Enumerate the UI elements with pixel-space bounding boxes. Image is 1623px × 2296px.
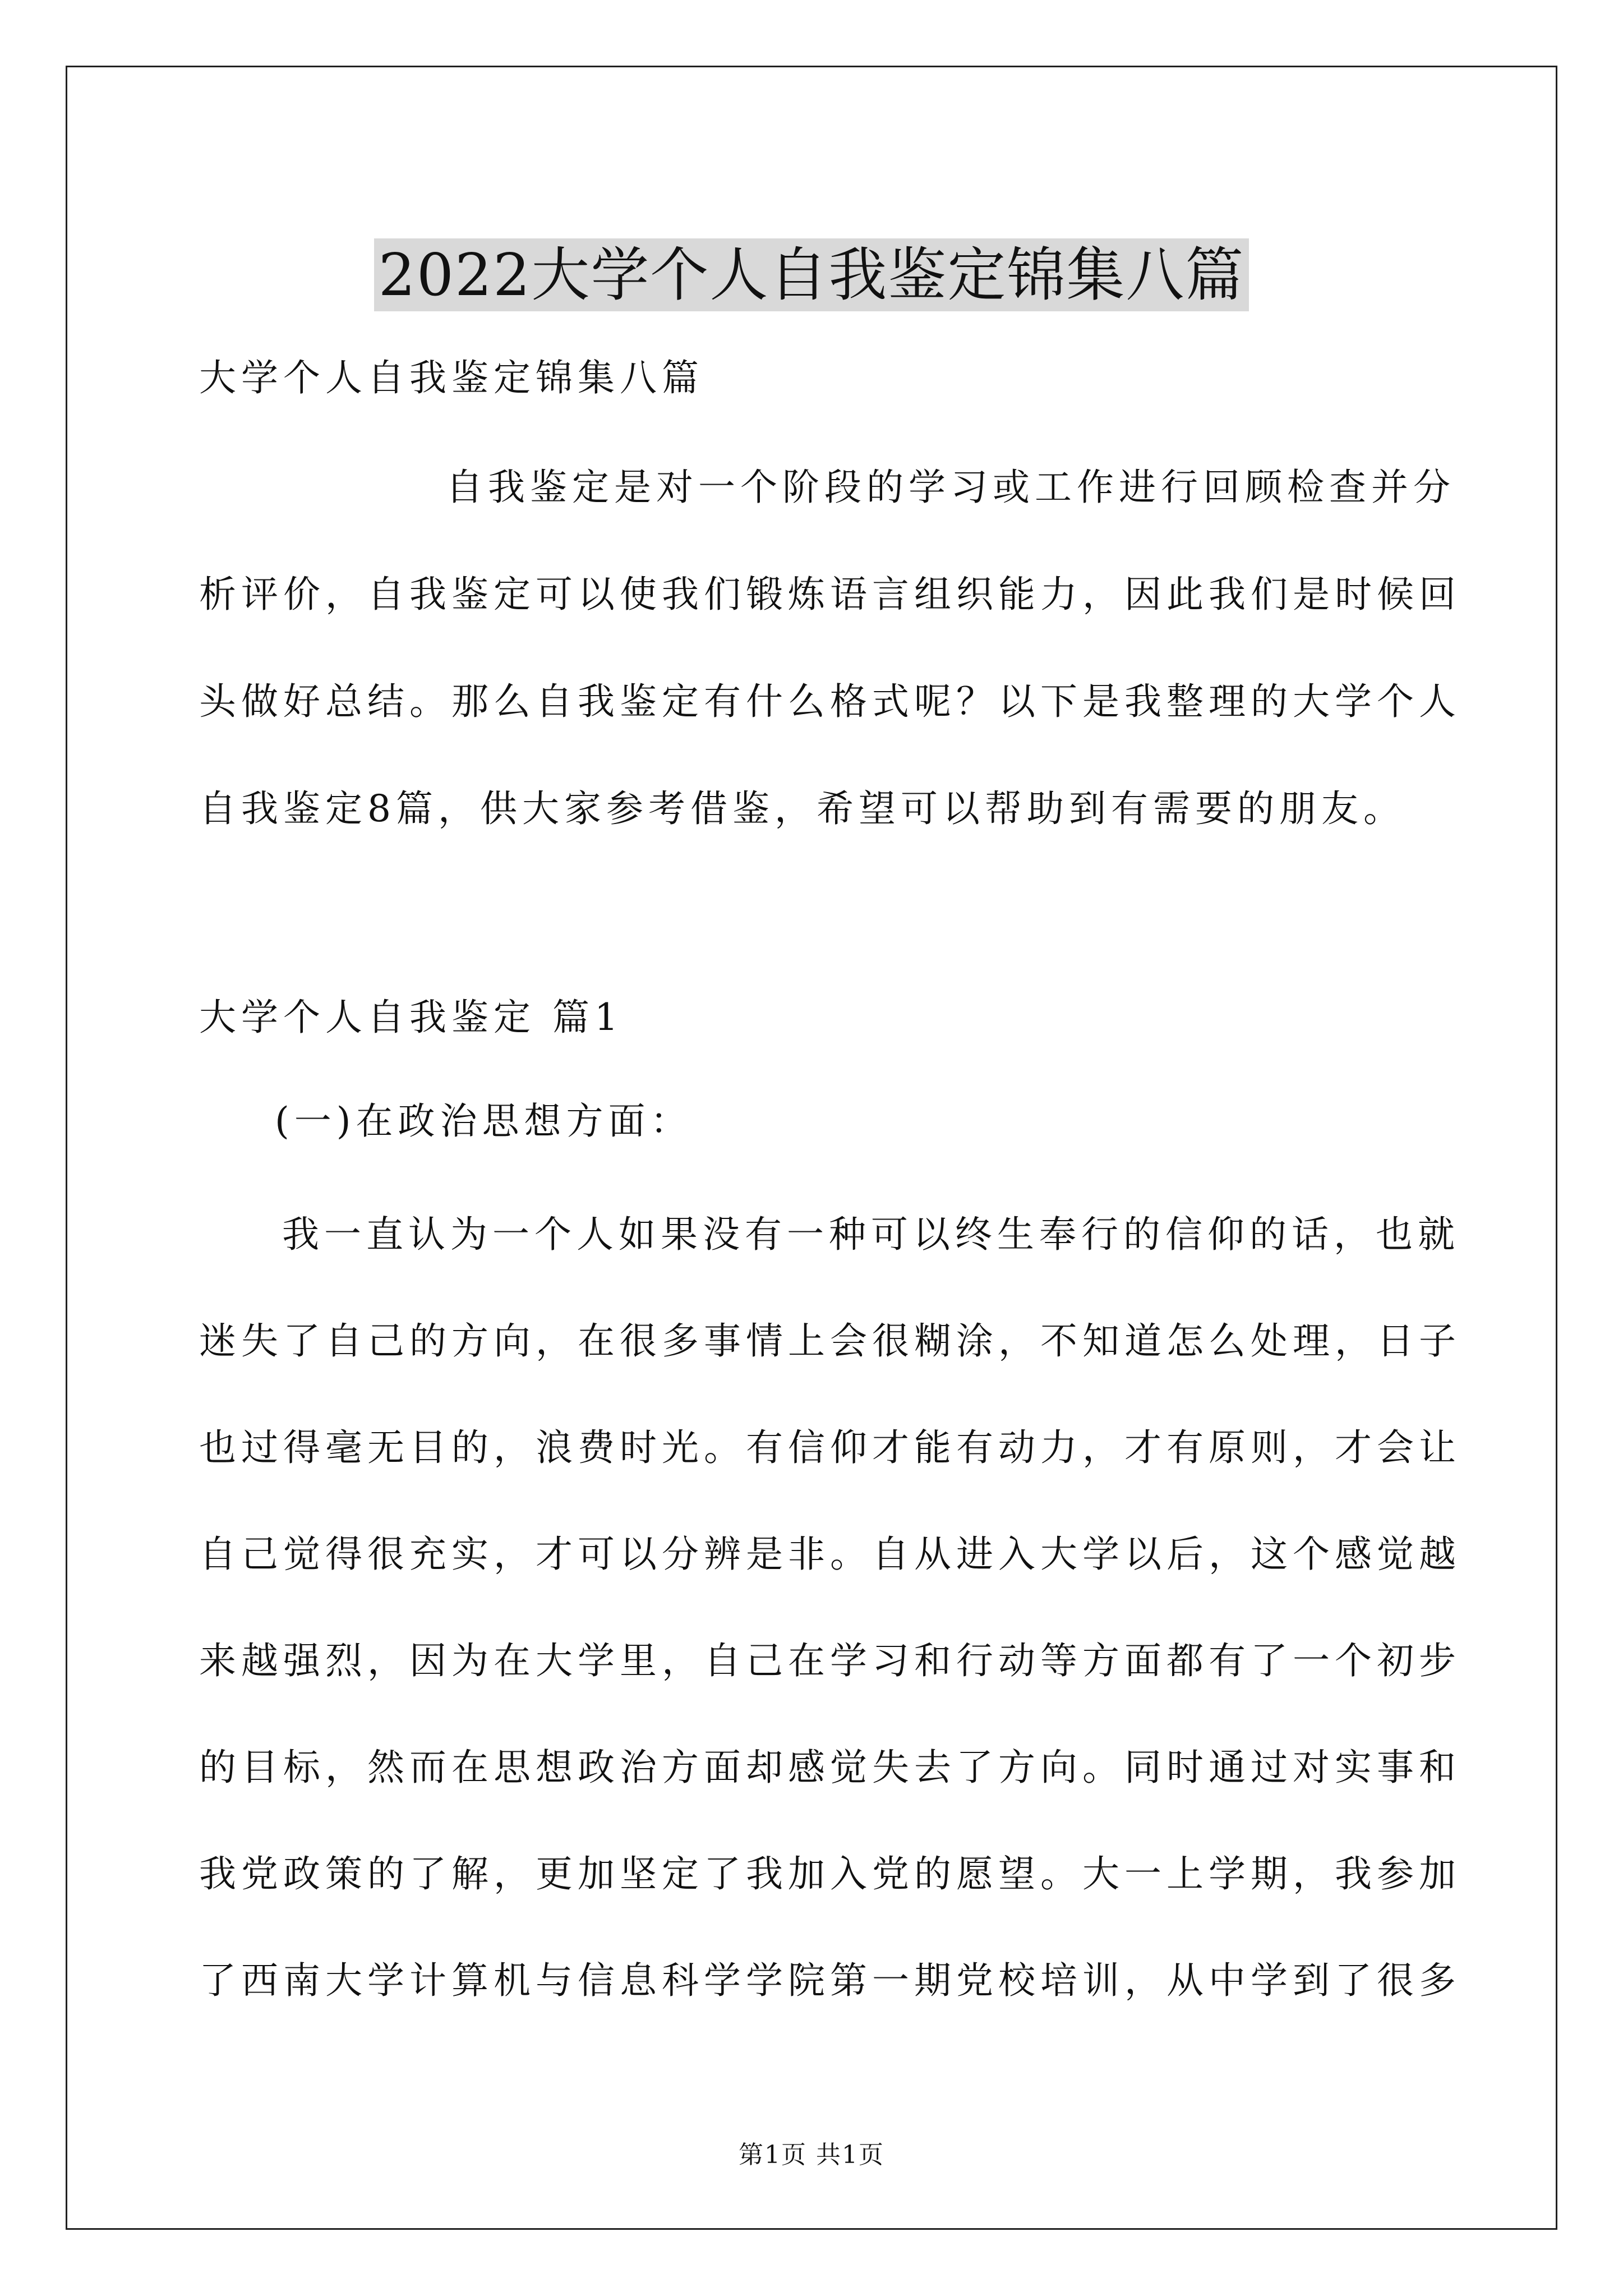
intro-line-1: 自我鉴定是对一个阶段的学习或工作进行回顾检查并分 — [446, 466, 1455, 509]
body-line-7: 我党政策的了解，更加坚定了我加入党的愿望。大一上学期，我参加 — [199, 1852, 1461, 1895]
body-line-2: 迷失了自己的方向，在很多事情上会很糊涂，不知道怎么处理，日子 — [199, 1319, 1461, 1363]
section-heading: 大学个人自我鉴定 篇1 — [199, 996, 623, 1039]
body-line-6: 的目标，然而在思想政治方面却感觉失去了方向。同时通过对实事和 — [199, 1746, 1461, 1789]
body-line-3: 也过得毫无目的，浪费时光。有信仰才能有动力，才有原则，才会让 — [199, 1426, 1461, 1469]
title-container — [0, 199, 1623, 350]
document-title: 2022大学个人自我鉴定锦集八篇 — [374, 238, 1249, 311]
body-line-5: 来越强烈，因为在大学里，自己在学习和行动等方面都有了一个初步 — [199, 1639, 1461, 1682]
intro-line-4: 自我鉴定8篇，供大家参考借鉴，希望可以帮助到有需要的朋友。 — [199, 787, 1405, 830]
document-subtitle: 大学个人自我鉴定锦集八篇 — [199, 356, 704, 399]
subsection-heading: (一)在政治思想方面： — [275, 1099, 693, 1143]
intro-line-3: 头做好总结。那么自我鉴定有什么格式呢？以下是我整理的大学个人 — [199, 680, 1461, 723]
intro-line-2: 析评价，自我鉴定可以使我们锻炼语言组织能力，因此我们是时候回 — [199, 573, 1461, 616]
body-line-8: 了西南大学计算机与信息科学学院第一期党校培训，从中学到了很多 — [199, 1959, 1461, 2002]
page-footer: 第1页 共1页 — [739, 2141, 884, 2169]
body-line-1: 我一直认为一个人如果没有一种可以终生奉行的信仰的话，也就 — [282, 1213, 1460, 1256]
body-line-4: 自己觉得很充实，才可以分辨是非。自从进入大学以后，这个感觉越 — [199, 1533, 1461, 1576]
